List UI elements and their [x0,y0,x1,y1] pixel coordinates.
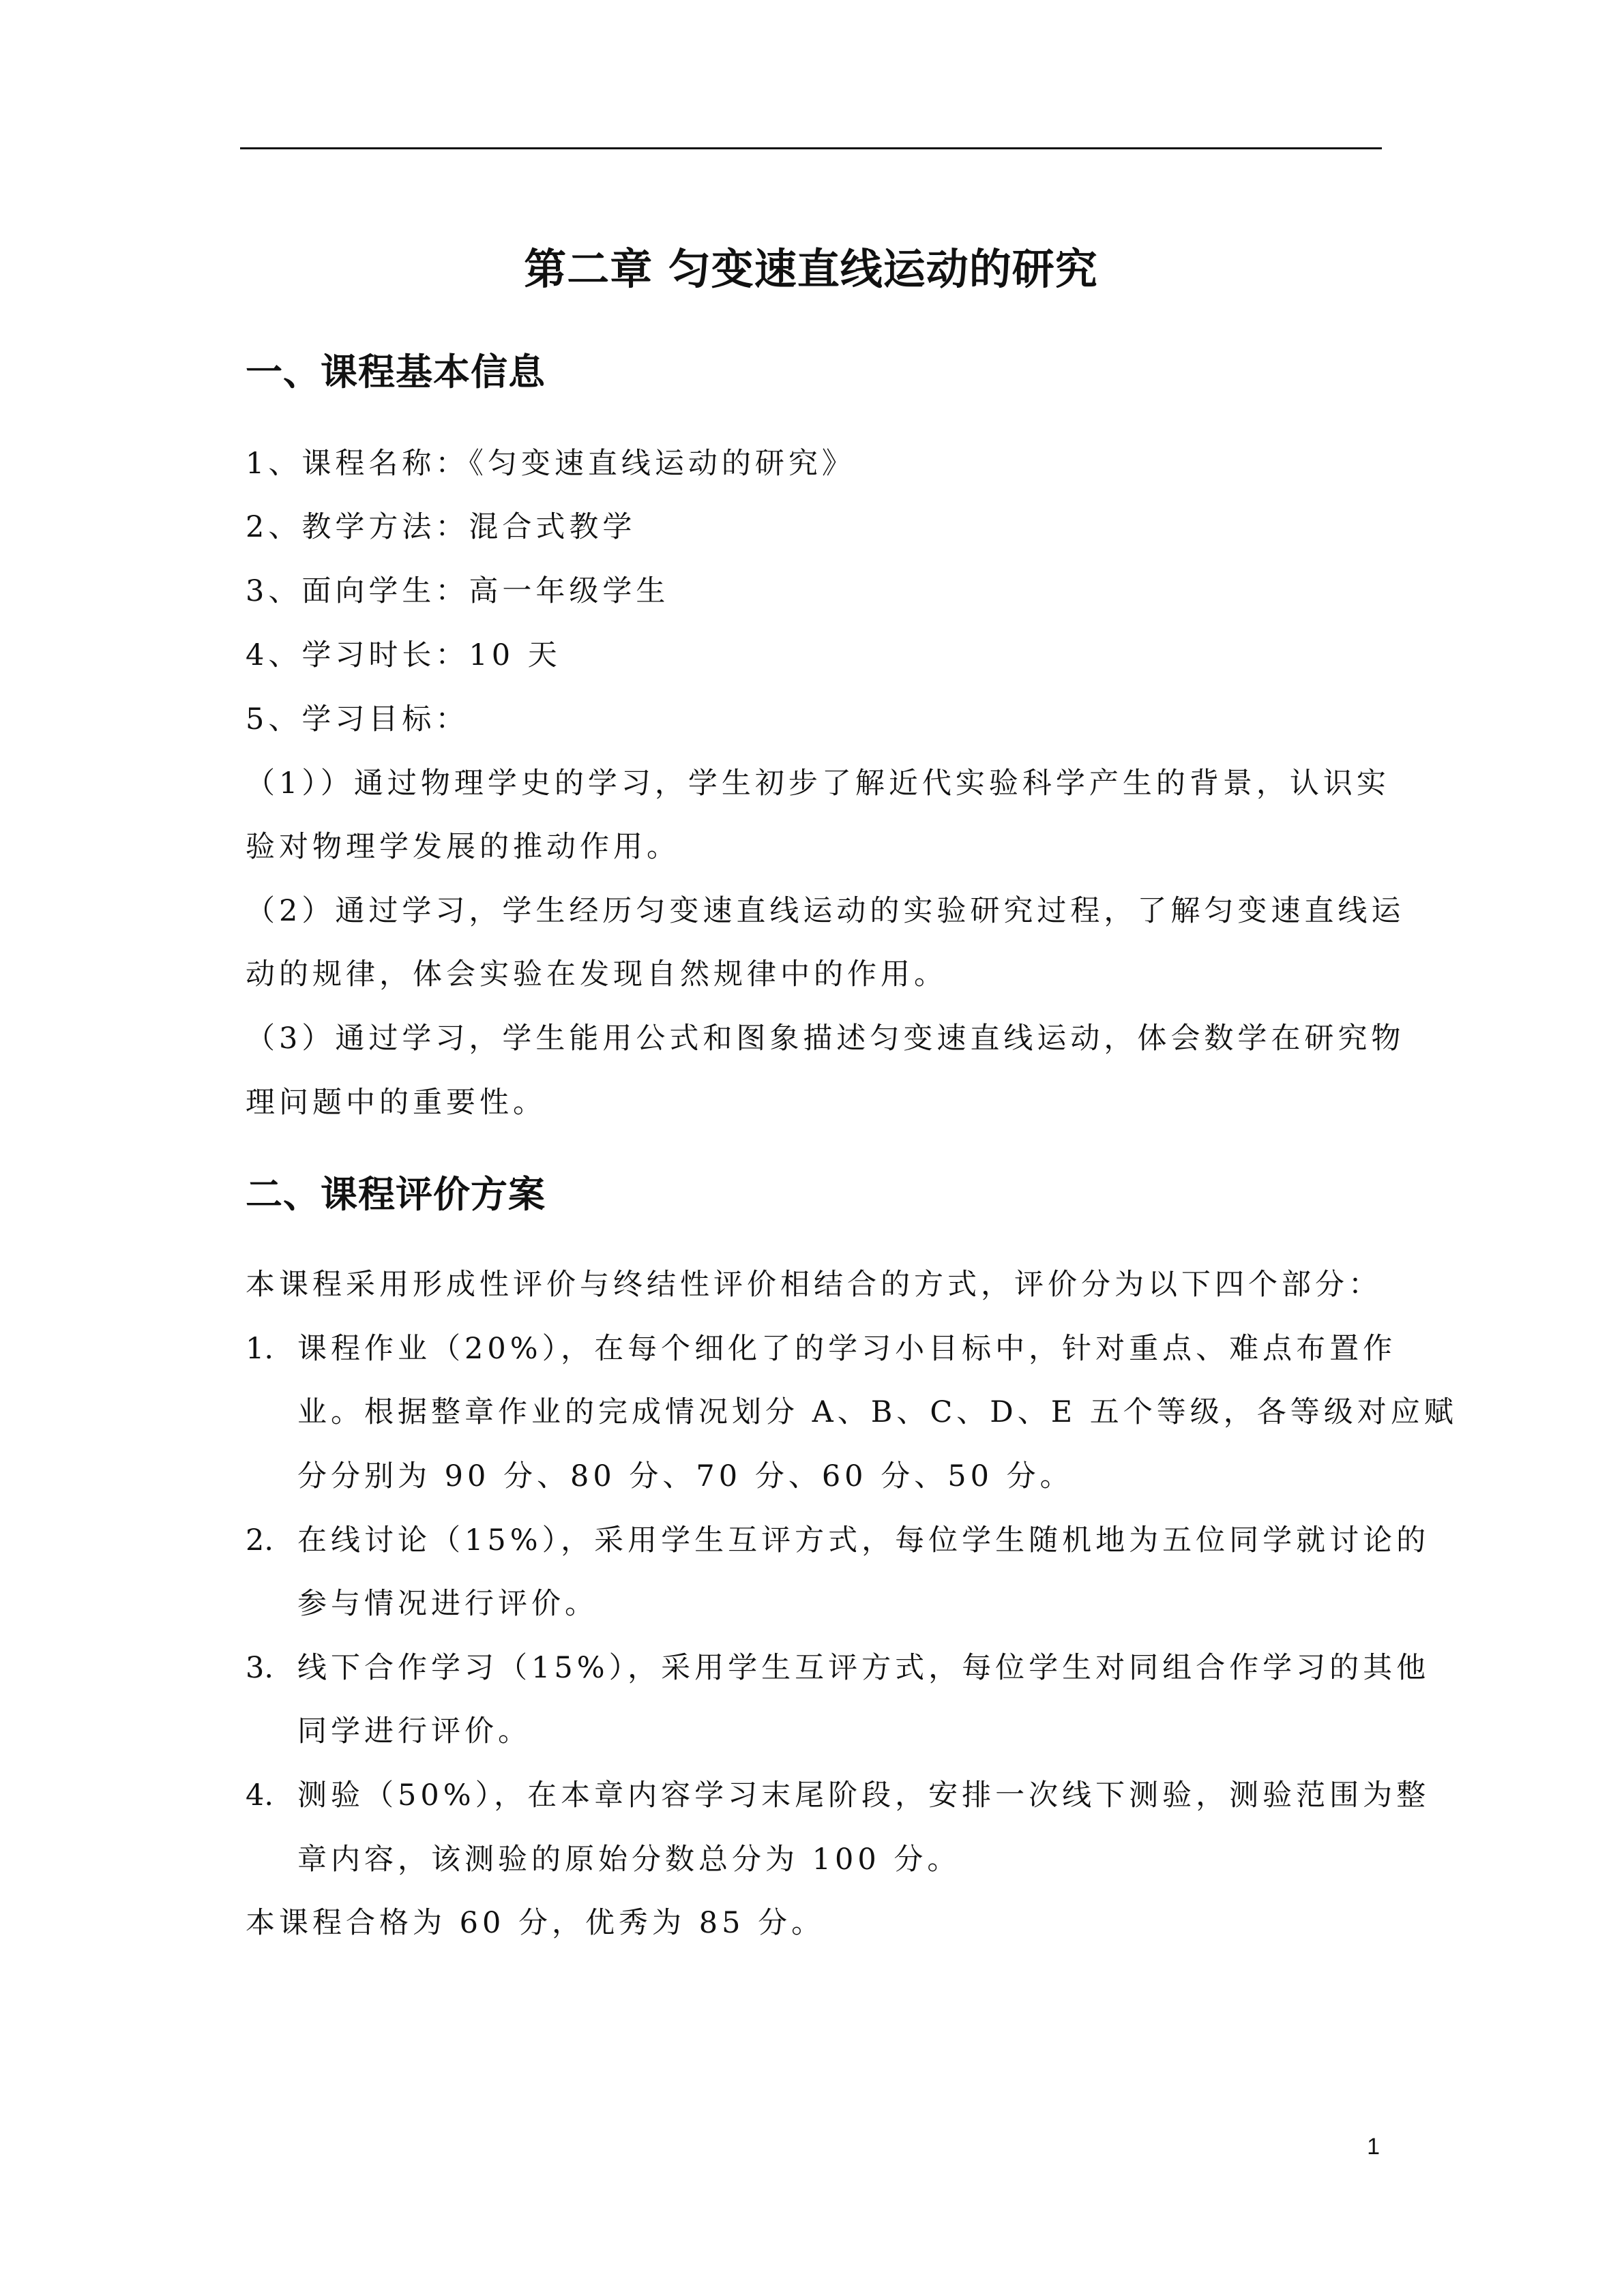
chapter-title: 第二章 匀变速直线运动的研究 [524,244,1098,294]
info-item-goals-label: 5、学习目标： [246,702,469,736]
list-number-2: 2. [246,1523,274,1557]
info-item-duration: 4、学习时长：10 天 [246,638,561,672]
header-rule [240,147,1382,149]
section-heading-evaluation: 二、课程评价方案 [246,1173,546,1216]
goal-2-line-2: 动的规律，体会实验在发现自然规律中的作用。 [246,957,947,992]
list-item-4-line-1: 测验（50%），在本章内容学习末尾阶段，安排一次线下测验，测验范围为整 [297,1778,1430,1813]
page-number: 1 [1367,2134,1380,2160]
list-item-2-line-1: 在线讨论（15%），采用学生互评方式，每位学生随机地为五位同学就讨论的 [297,1523,1430,1557]
goal-1-line-1: （1））通过物理学史的学习，学生初步了解近代实验科学产生的背景，认识实 [246,766,1390,801]
evaluation-intro: 本课程采用形成性评价与终结性评价相结合的方式，评价分为以下四个部分： [246,1268,1382,1302]
list-number-1: 1. [246,1332,274,1366]
list-item-1-line-3: 分分别为 90 分、80 分、70 分、60 分、50 分。 [297,1459,1074,1493]
info-item-target-students: 3、面向学生：高一年级学生 [246,574,670,608]
goal-3-line-1: （3）通过学习，学生能用公式和图象描述匀变速直线运动，体会数学在研究物 [246,1022,1405,1056]
goal-1-line-2: 验对物理学发展的推动作用。 [246,830,680,864]
list-item-1-line-2: 业。根据整章作业的完成情况划分 A、B、C、D、E 五个等级，各等级对应赋 [297,1395,1458,1429]
list-item-4-line-2: 章内容，该测验的原始分数总分为 100 分。 [297,1843,961,1877]
info-item-course-name: 1、课程名称：《匀变速直线运动的研究》 [246,447,855,481]
info-item-teaching-method: 2、教学方法：混合式教学 [246,510,636,544]
goal-3-line-2: 理问题中的重要性。 [246,1086,546,1120]
list-item-1-line-1: 课程作业（20%），在每个细化了的学习小目标中，针对重点、难点布置作 [297,1332,1397,1366]
list-item-2-line-2: 参与情况进行评价。 [297,1587,598,1621]
list-item-3-line-1: 线下合作学习（15%），采用学生互评方式，每位学生对同组合作学习的其他 [297,1651,1430,1685]
section-heading-basic-info: 一、课程基本信息 [246,351,546,393]
goal-2-line-1: （2）通过学习，学生经历匀变速直线运动的实验研究过程，了解匀变速直线运 [246,894,1405,928]
list-number-3: 3. [246,1651,274,1685]
list-number-4: 4. [246,1778,274,1813]
evaluation-closing: 本课程合格为 60 分，优秀为 85 分。 [246,1906,825,1940]
list-item-3-line-2: 同学进行评价。 [297,1714,531,1748]
